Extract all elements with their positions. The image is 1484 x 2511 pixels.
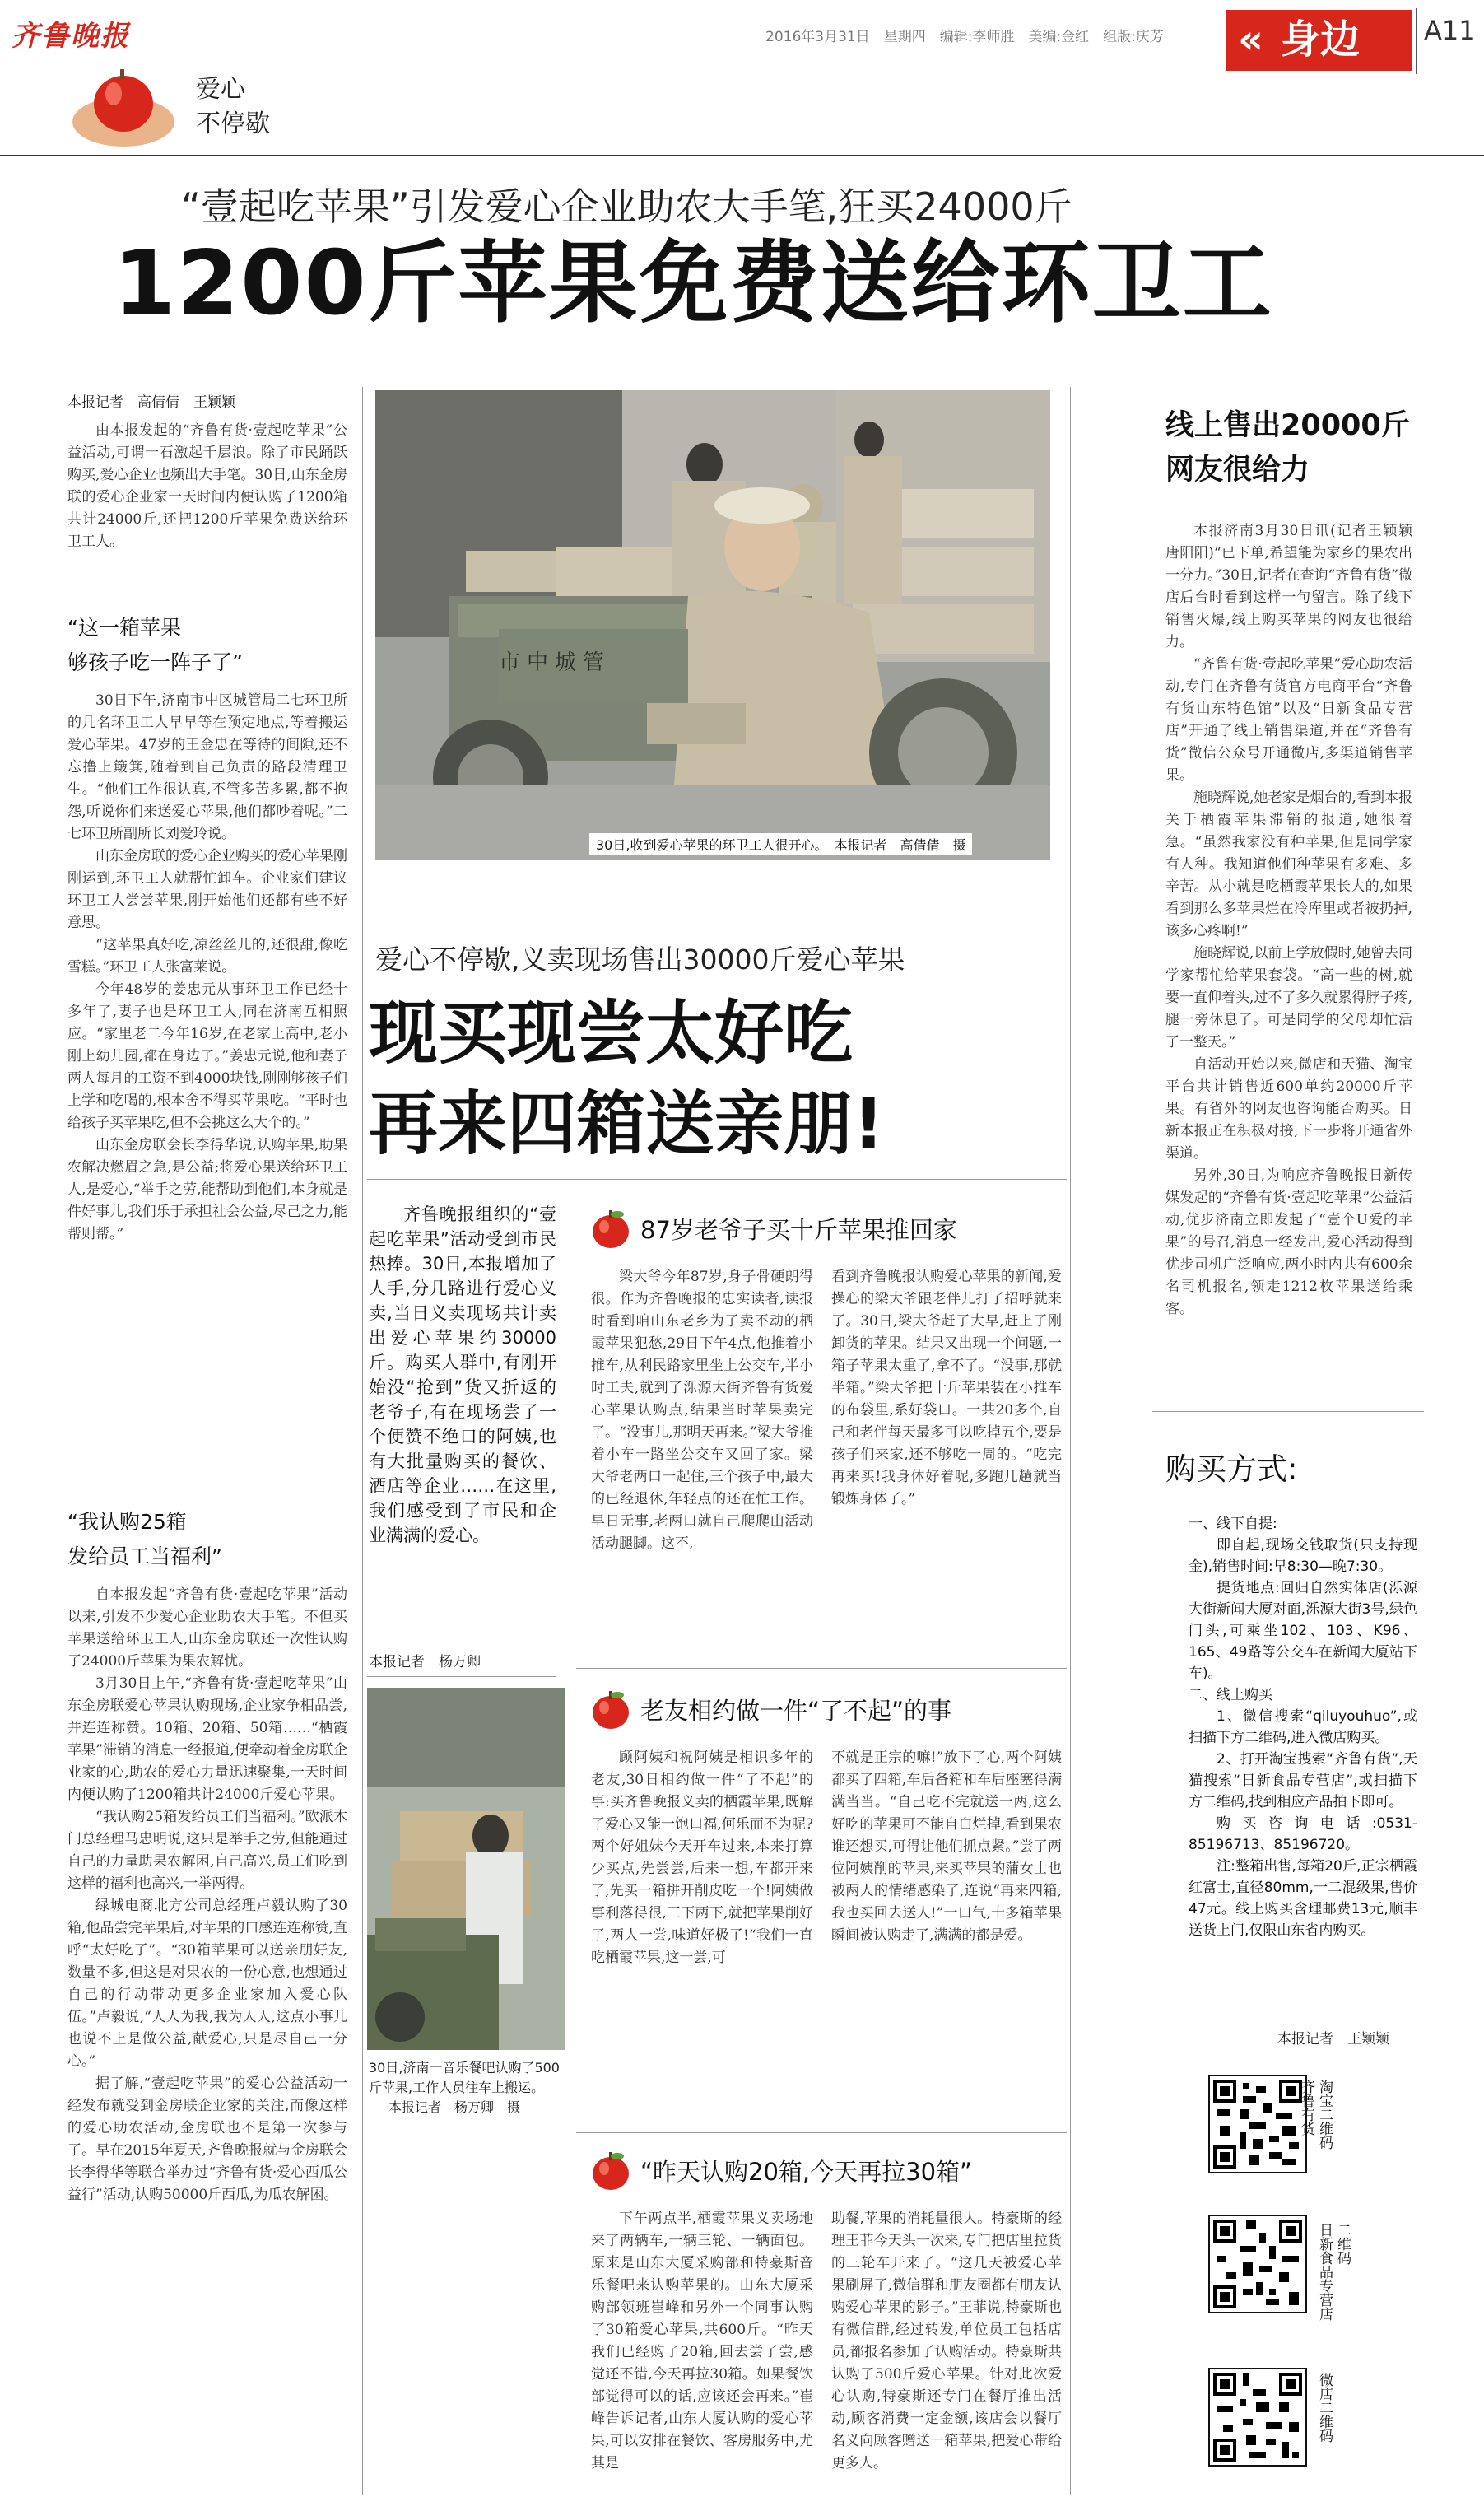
apple-hands-icon xyxy=(66,58,181,148)
left-subhead-2-line1: “我认购25箱 xyxy=(67,1510,187,1534)
qr-label-rixin xyxy=(1315,2223,1333,2321)
qr-label-line: 微店二维码 xyxy=(1316,2373,1333,2443)
buy-line: 购买咨询电话:0531-85196713、85196720。 xyxy=(1189,1815,1417,1853)
headline-title: 1200斤苹果免费送给环卫工 xyxy=(114,232,1273,335)
truck-text: 市中城管 xyxy=(499,650,612,675)
story-3 xyxy=(583,2149,1065,2503)
story-2-title: 老友相约做一件“了不起”的事 xyxy=(640,1697,952,1725)
story-3-title: “昨天认购20箱,今天再拉30箱” xyxy=(640,2158,973,2186)
right-headline-line1: 线上售出20000斤 xyxy=(1165,409,1410,442)
story-3-col1 xyxy=(591,2208,813,2475)
second-lead: 齐鲁晚报组织的“壹起吃苹果”活动受到市民热捧。30日,本报增加了人手,分几路进行爱心义卖,当日义卖现场共计卖出爱心苹果约30000斤。购买人群中,有刚开始没“抢到”货又折返的老爷子,有在现场尝了一个便赞不绝口的阿姨,也有大批量购买的餐饮、酒店等企业……在这里,我们感受到了市民和企业满满的爱心。 xyxy=(369,1204,556,1545)
left-byline: 本报记者 高倩倩 王颖颖 xyxy=(67,394,235,411)
left-para: 绿城电商北方公司总经理卢毅认购了30箱,他品尝完苹果后,对苹果的口感连连称赞,直呼“太好吃了”。“30箱苹果可以送亲朋好友,数量不多,但这是对果农的一份心意,也想通过自己的行动带动更多企业家加入爱心队伍。”卢毅说,“人人为我,我为人人,这点小事儿也说不上是做公益,献爱心,只是尽自己一分心。” xyxy=(67,1898,347,2070)
right-para: 另外,30日,为响应齐鲁晚报日新传媒发起的“齐鲁有货·壹起吃苹果”公益活动,优步济南立即发起了“壹个U爱的苹果”的号召,消息一经发出,爱心活动得到优步司机广泛响应,两小时内共有600余名司机报名,领走1212枚苹果送给乘客。 xyxy=(1165,1167,1412,1317)
left-body-2 xyxy=(67,1584,347,2206)
column-tag-line2: 不停歇 xyxy=(196,109,270,138)
story-2-text-2: 不就是正宗的嘛!”放下了心,两个阿姨都买了四箱,车后备箱和车后座塞得满满当当。“自己吃不完就送一两,这么好吃的苹果可不能自白烂掉,看到果农谁还想买,可得让他们抓点紧。”尝了两位阿姨削的苹果,来买苹果的蒲女士也被两人的情绪感染了,连说“再来四箱,我也买回去送人!”一口气,十多箱苹果瞬间被认购走了,满满的都是爱。 xyxy=(831,1749,1062,1944)
story-2 xyxy=(583,1688,1065,2124)
story-1-text-1: 梁大爷今年87岁,身子骨硬朗得很。作为齐鲁晚报的忠实读者,读报时看到咱山东老乡为了卖不动的栖霞苹果犯愁,29日下午4点,他推着小推车,从利民路家里坐上公交车,半小时工夫,就到了泺源大街齐鲁有货爱心苹果认购点,结果当时苹果卖完了。“没事儿,那明天再来。”梁大爷推着小车一路坐公交车又回了家。梁大爷老两口一起住,三个孩子中,最大的已经退休,年轻点的还在忙工作。早日无事,老两口就自己爬爬山活动活动腿脚。这不, xyxy=(591,1269,813,1552)
story-3-col2 xyxy=(831,2208,1062,2475)
story-2-col2 xyxy=(831,1747,1062,1947)
apple-icon xyxy=(589,2149,632,2192)
newspaper-logo: 齐鲁晚报 xyxy=(12,20,130,53)
qr-label-qilu xyxy=(1297,2080,1315,2136)
second-byline: 本报记者 杨万卿 xyxy=(369,1654,481,1670)
rixin-qr-code[interactable] xyxy=(1208,2215,1307,2313)
left-subhead-1-line1: “这一箱苹果 xyxy=(67,616,181,640)
left-para: 自本报发起“齐鲁有货·壹起吃苹果”活动以来,引发不少爱心企业助农大手笔。不但买苹果送给环卫工人,山东金房联还一次性认购了24000斤苹果为果农解忧。 xyxy=(67,1586,347,1670)
story-1-title: 87岁老爷子买十斤苹果推回家 xyxy=(640,1216,957,1244)
issue-meta: 2016年3月31日 星期四 编辑:李师胜 美编:金红 组版:庆芳 xyxy=(765,29,1164,45)
weidian-qr-code[interactable] xyxy=(1208,2368,1307,2467)
buy-byline: 本报记者 王颖颖 xyxy=(1277,2031,1389,2047)
second-title-line1: 现买现尝太好吃 xyxy=(369,993,854,1074)
left-subhead-1 xyxy=(67,611,347,680)
story-2-col1 xyxy=(591,1747,813,1969)
right-body xyxy=(1165,520,1426,1321)
buy-line: 注:整箱出售,每箱20斤,正宗栖霞红富士,直径80mm,一二混级果,售价47元。线上购买含理邮费13元,顺丰送货上门,仅限山东省内购买。 xyxy=(1189,1858,1417,1939)
buy-line: 二、线上购买 xyxy=(1189,1687,1272,1703)
column-tag-line1: 爱心 xyxy=(196,75,245,104)
second-title-line2: 再来四箱送亲朋! xyxy=(369,1083,885,1164)
buy-line: 一、线下自提: xyxy=(1189,1516,1277,1532)
story-3-text-2: 助餐,苹果的消耗量很大。特豪斯的经理王菲今天头一次来,专门把店里拉货的三轮车开来了。“这几天被爱心苹果刷屏了,微信群和朋友圈都有朋友认购爱心苹果的影子。”王菲说,特豪斯也有微信群,经过转发,单位员工包括店员,都报名参加了认购活动。特豪斯共认购了500斤爱心苹果。针对此次爱心认购,特豪斯还专门在餐厅推出活动,顾客消费一定金额,该店会以餐厅名义向顾客赠送一箱苹果,把爱心带给更多人。 xyxy=(831,2211,1062,2471)
caption-credit: 本报记者 杨万卿 摄 xyxy=(388,2099,521,2115)
right-headline-line2: 网友很给力 xyxy=(1165,454,1310,487)
buy-title: 购买方式: xyxy=(1165,1451,1298,1487)
qr-label-line: 淘宝二维码 xyxy=(1316,2080,1333,2150)
right-para: 自活动开始以来,微店和天猫、淘宝平台共计销售近600单约20000斤苹果。有省外的网友也咨询能否购买。日新本报正在积极对接,下一步将开通省外渠道。 xyxy=(1165,1056,1412,1162)
music-bar-photo-caption xyxy=(369,2058,566,2117)
left-intro xyxy=(67,420,347,553)
qr-label-line: 二维码 xyxy=(1334,2223,1351,2265)
right-para: 施晓辉说,以前上学放假时,她曾去同学家帮忙给苹果套袋。“高一些的树,就要一直仰着头,过不了多久就累得脖子疼,腿一旁休息了。可是同学的父母却忙活了一整天。” xyxy=(1165,945,1412,1051)
chevron-icon: « xyxy=(1238,16,1264,63)
buy-line: 提货地点:回归自然实体店(泺源大街新闻大厦对面,泺源大街3号,绿色门头,可乘坐102、103、K96、165、49路等公交车在新闻大厦站下车)。 xyxy=(1189,1580,1417,1682)
story-2-text-1: 顾阿姨和祝阿姨是相识多年的老友,30日相约做一件“了不起”的事:买齐鲁晚报义卖的栖霞苹果,既解了爱心又能一饱口福,何乐而不为呢?两个好姐妹今天开车过来,本来打算少买点,先尝尝,后来一想,车都开来了,先买一箱拼开削皮吃一个!阿姨做事利落得很,三下两下,就把苹果削好了,两人一尝,味道好极了!“我们一直吃栖霞苹果,这一尝,可 xyxy=(591,1749,813,1966)
story-1-col1 xyxy=(591,1266,813,1555)
left-para: 3月30日上午,“齐鲁有货·壹起吃苹果”山东金房联爱心苹果认购现场,企业家争相品尝,并连连称赞。10箱、20箱、50箱……“栖霞苹果”滞销的消息一经报道,便牵动着金房联企业家的心,助农的爱心力量迅速聚集,一天时间内便认购了1200箱共计24000斤爱心苹果。 xyxy=(67,1675,347,1803)
buy-line: 1、微信搜索“qiluyouhuo”,或扫描下方二维码,进入微店购买。 xyxy=(1189,1708,1417,1746)
buy-line: 2、打开淘宝搜索“齐鲁有货”,天猫搜索“日新食品专营店”,或扫描下方二维码,找到相应产品拍下即可。 xyxy=(1189,1751,1417,1810)
right-para: 施晓辉说,她老家是烟台的,看到本报关于栖霞苹果滞销的报道,她很着急。“虽然我家没有种苹果,但是同学家有人种。我知道他们种苹果有多难、多辛苦。从小就是吃栖霞苹果长大的,如果看到那么多苹果烂在冷库里或者被扔掉,该多心疼啊!” xyxy=(1165,790,1412,939)
qr-label-taobao xyxy=(1315,2080,1333,2150)
right-para: 本报济南3月30日讯(记者王颖颖 唐阳阳)“已下单,希望能为家乡的果农出一分力。”30日,记者在查询“齐鲁有货”微店后台时看到这样一句留言。除了线下销售火爆,线上购买苹果的网友也很给力。 xyxy=(1165,523,1426,650)
left-subhead-1-line2: 够孩子吃一阵子了” xyxy=(67,650,243,674)
apple-icon xyxy=(589,1688,632,1731)
music-bar-photo xyxy=(367,1688,565,2050)
qr-label-weidian xyxy=(1315,2373,1333,2443)
section-tab xyxy=(1226,10,1412,71)
story-3-text-1: 下午两点半,栖霞苹果义卖场地来了两辆车,一辆三轮、一辆面包。原来是山东大厦采购部和特豪斯音乐餐吧来认购苹果的。山东大厦采购部领班崔峰和另外一个同事认购了30箱爱心苹果,共600斤。“昨天我们已经购了20箱,回去尝了尝,感觉还不错,今天再拉30箱。如果餐饮部觉得可以的话,应该还会再来。”崔峰告诉记者,山东大厦认购的爱心苹果,可以安排在餐饮、客房服务中,尤其是 xyxy=(591,2211,813,2471)
qr-label-line: 日新食品专营店 xyxy=(1316,2223,1333,2321)
buy-line: 即自起,现场交钱取货(只支持现金),销售时间:早8:30—晚7:30。 xyxy=(1189,1537,1417,1575)
story-1 xyxy=(583,1207,1065,1660)
left-para: 30日下午,济南市中区城管局二七环卫所的几名环卫工人早早等在预定地点,等着搬运爱心苹果。47岁的王金忠在等待的间隙,还不忘撸上簸箕,随着到自己负责的路段清理卫生。“他们工作很认真,不管多苦多累,都不抱怨,听说你们来送爱心苹果,他们都吵着呢。”二七环卫所副所长刘爱玲说。 xyxy=(67,692,347,842)
story-1-col2 xyxy=(831,1266,1062,1511)
taobao-qr-code[interactable] xyxy=(1208,2075,1307,2173)
left-para: 据了解,“壹起吃苹果”的爱心公益活动一经发布就受到金房联企业家的关注,而像这样的爱心助农活动,金房联也不是第一次参与了。早在2015年夏天,齐鲁晚报就与金房联会长李得华等联合举办过“齐鲁有货·爱心西瓜公益行”活动,认购50000斤西瓜,为瓜农解困。 xyxy=(67,2075,347,2203)
caption-line: 30日,济南一音乐餐吧认购了500斤苹果,工作人员往车上搬运。 xyxy=(369,2060,560,2095)
left-para: 山东金房联的爱心企业购买的爱心苹果刚刚运到,环卫工人就帮忙卸车。企业家们建议环卫工人尝尝苹果,刚开始他们还都有些不好意思。 xyxy=(67,848,347,931)
second-title xyxy=(369,988,884,1169)
left-subhead-2-line2: 发给员工当福利” xyxy=(67,1544,222,1568)
left-body-1 xyxy=(67,690,347,1246)
story-1-text-2: 看到齐鲁晚报认购爱心苹果的新闻,爱操心的梁大爷跟老伴儿打了招呼就来了。30日,梁大爷赶了大早,赶上了刚卸货的苹果。结果又出现一个问题,一箱子苹果太重了,拿不了。“没事,那就半箱。”梁大爷把十斤苹果装在小推车的布袋里,系好袋口。一共20多个,自己和老伴每天最多可以吃掉五个,要是孩子们来家,还不够吃一周的。“吃完再来买!我身体好着呢,多跑几趟就当锻炼身体了。” xyxy=(831,1269,1062,1507)
top-photo-caption: 30日,收到爱心苹果的环卫工人很开心。 本报记者 高倩倩 摄 xyxy=(589,833,972,855)
right-para: “齐鲁有货·壹起吃苹果”爱心助农活动,专门在齐鲁有货官方电商平台“齐鲁有货山东特色馆”以及“日新食品专营店”开通了线上销售渠道,并在“齐鲁有货”微信公众号开通微店,多渠道销售苹果。 xyxy=(1165,656,1412,784)
left-subhead-2 xyxy=(67,1505,347,1574)
qr-label-line: 齐鲁有货 xyxy=(1298,2080,1314,2136)
right-headline xyxy=(1165,403,1410,492)
buy-info xyxy=(1189,1513,1417,1941)
second-kicker: 爱心不停歇,义卖现场售出30000斤爱心苹果 xyxy=(375,943,905,976)
section-name: 身边 xyxy=(1281,16,1361,63)
apple-icon xyxy=(589,1207,632,1250)
left-para: 今年48岁的姜忠元从事环卫工作已经十多年了,妻子也是环卫工人,同在济南互相照应。“家里老二今年16岁,在老家上高中,老小刚上幼儿园,都在身边了。”姜忠元说,他和妻子两人每月的工资不到4000块钱,刚刚够孩子们上学和吃喝的,根本舍不得买苹果吃。“平时也给孩子买苹果吃,但不会挑这么大个的。” xyxy=(67,981,347,1131)
left-intro-text: 由本报发起的“齐鲁有货·壹起吃苹果”公益活动,可谓一石激起千层浪。除了市民踊跃购买,爱心企业也频出大手笔。30日,山东金房联的爱心企业家一天时间内便认购了1200箱共计24000斤,还把1200斤苹果免费送给环卫工人。 xyxy=(67,422,347,550)
left-para: “我认购25箱发给员工们当福利。”欧派木门总经理马忠明说,这只是举手之劳,但能通过自己的力量助果农解困,自己高兴,员工们吃到这样的福利也高兴,一举两得。 xyxy=(67,1809,347,1892)
left-para: 山东金房联会长李得华说,认购苹果,助果农解决燃眉之急,是公益;将爱心果送给环卫工人,是爱心,“举手之劳,能帮助到他们,本身就是件好事儿,我们乐于承担社会公益,尽己之力,能帮则帮。” xyxy=(67,1137,347,1242)
headline-kicker: “壹起吃苹果”引发爱心企业助农大手笔,狂买24000斤 xyxy=(181,184,1072,229)
left-para: “这苹果真好吃,凉丝丝儿的,还很甜,像吃雪糕。”环卫工人张富莱说。 xyxy=(67,937,347,976)
column-tag xyxy=(196,72,270,142)
qr-label-rixin-2 xyxy=(1333,2223,1351,2265)
sanitation-workers-photo xyxy=(375,390,1050,860)
page-number: A11 xyxy=(1424,15,1476,46)
